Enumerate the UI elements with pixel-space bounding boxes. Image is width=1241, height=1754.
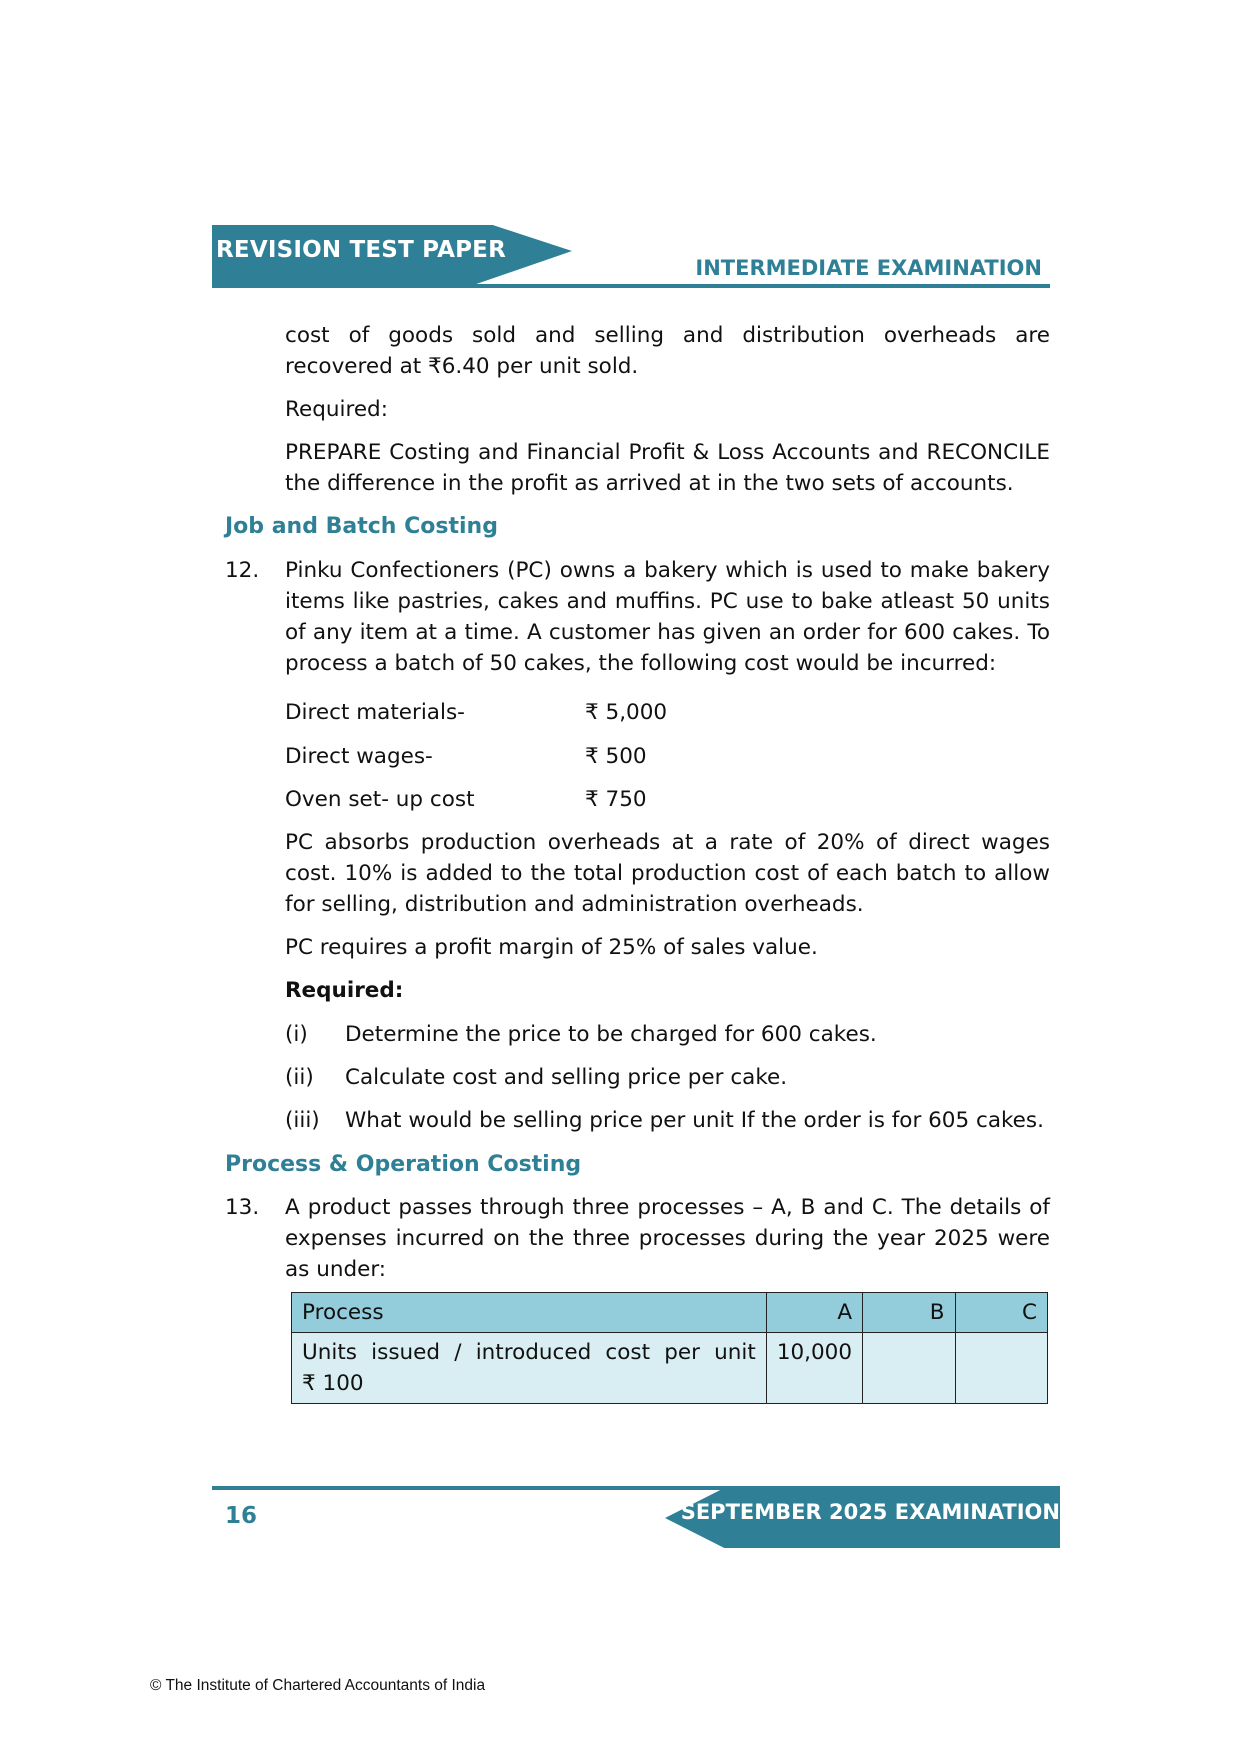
cell-b	[863, 1333, 955, 1404]
footer-exam-banner: SEPTEMBER 2025 EXAMINATION	[680, 1500, 1060, 1524]
row-label-line1: Units issued / introduced cost per unit	[302, 1340, 756, 1365]
question-number-12: 12.	[225, 558, 260, 583]
row-label-line2: ₹ 100	[302, 1371, 364, 1396]
required-item-i	[285, 1019, 877, 1050]
item-text: What would be selling price per unit If the order is for 605 cakes.	[345, 1108, 1044, 1133]
header-b: B	[863, 1293, 955, 1333]
required-heading: Required:	[285, 978, 404, 1003]
page-number: 16	[225, 1503, 258, 1529]
required-item-ii	[285, 1062, 788, 1093]
table-row	[292, 1333, 1048, 1404]
cost-label: Direct wages-	[285, 744, 433, 769]
process-table	[291, 1292, 1048, 1404]
required-item-iii	[285, 1105, 1044, 1136]
cost-row-oven-setup	[285, 784, 647, 815]
header-rule	[212, 284, 1050, 288]
cost-label: Oven set- up cost	[285, 787, 475, 812]
question-12-text: Pinku Confectioners (PC) owns a bakery which is used to make bakery items like pastries, cakes and muffins. PC use to bake atleast 50 units of any item at a time. A customer has given an order for 600 cakes. To process a batch of 50 cakes, the following cost would be incurred:	[285, 558, 1050, 676]
table-header-row	[292, 1293, 1048, 1333]
copyright-notice: © The Institute of Chartered Accountants of India	[150, 1677, 486, 1694]
intro-required-label: Required:	[285, 397, 388, 422]
header-c: C	[955, 1293, 1048, 1333]
cost-label: Direct materials-	[285, 700, 465, 725]
overheads-paragraph: PC absorbs production overheads at a rate of 20% of direct wages cost. 10% is added to the total production cost of each batch to allow for selling, distribution and administration overheads.	[285, 830, 1050, 917]
intro-task-paragraph: PREPARE Costing and Financial Profit & Loss Accounts and RECONCILE the difference in the profit as arrived at in the two sets of accounts.	[285, 440, 1050, 496]
row-label	[292, 1333, 767, 1404]
cost-value: ₹ 5,000	[585, 700, 668, 725]
header-banner-title: REVISION TEST PAPER	[216, 237, 506, 263]
question-13-text: A product passes through three processes – A, B and C. The details of expenses incurred on the three processes during the year 2025 were as under:	[285, 1195, 1050, 1282]
item-number: (ii)	[285, 1065, 314, 1090]
intro-paragraph: cost of goods sold and selling and distribution overheads are recovered at ₹6.40 per unit sold.	[285, 323, 1050, 379]
header-exam-title: INTERMEDIATE EXAMINATION	[695, 256, 1042, 280]
question-number-13: 13.	[225, 1195, 260, 1220]
header-a: A	[766, 1293, 862, 1333]
header-process: Process	[292, 1293, 767, 1333]
cost-value: ₹ 750	[585, 787, 647, 812]
cell-c	[955, 1333, 1048, 1404]
item-text: Determine the price to be charged for 600 cakes.	[345, 1022, 877, 1047]
section-heading-job-batch: Job and Batch Costing	[225, 514, 498, 539]
item-text: Calculate cost and selling price per cake.	[345, 1065, 788, 1090]
profit-margin-paragraph: PC requires a profit margin of 25% of sales value.	[285, 935, 818, 960]
cost-row-direct-materials	[285, 697, 668, 728]
cost-value: ₹ 500	[585, 744, 647, 769]
cost-row-direct-wages	[285, 741, 647, 772]
item-number: (iii)	[285, 1108, 320, 1133]
section-heading-process: Process & Operation Costing	[225, 1152, 582, 1177]
cell-a: 10,000	[766, 1333, 862, 1404]
item-number: (i)	[285, 1022, 308, 1047]
